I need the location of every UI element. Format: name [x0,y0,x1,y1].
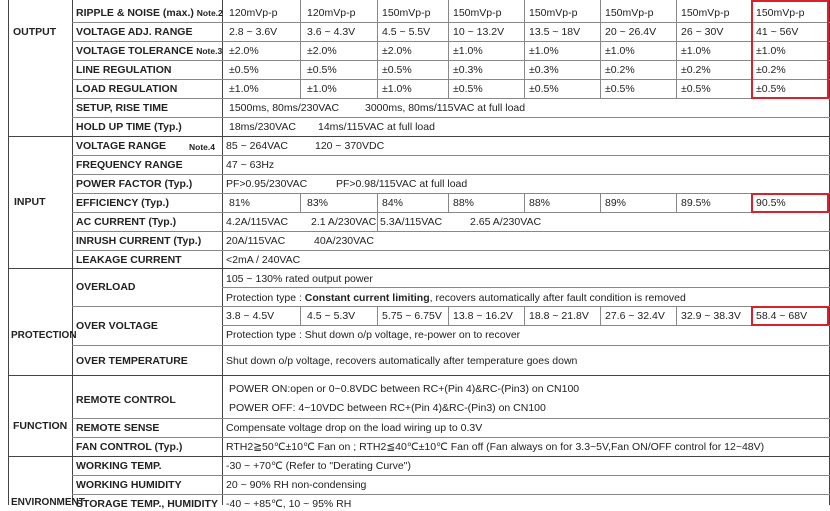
param-ripple-noise: RIPPLE & NOISE (max.) Note.2 [76,7,223,19]
remote-off: POWER OFF: 4~10VDC between RC+(Pin 4)&RC-(Pin3) on CN100 [229,402,546,414]
param-efficiency: EFFICIENCY (Typ.) [76,197,169,209]
section-title-function: FUNCTION [13,420,68,432]
wh-value: 20 ~ 90% RH non-condensing [226,479,367,491]
vtol-value: ±2.0% [382,45,412,57]
column-line [524,0,525,98]
inrush-value: 40A/230VAC [314,235,374,247]
line-value: ±0.3% [529,64,559,76]
column-line [600,0,601,98]
section-title-protection: PROTECTION [11,330,77,341]
section-divider [8,375,830,376]
ov-value: 27.6 ~ 32.4V [605,310,665,322]
ov-value: 4.5 ~ 5.3V [307,310,356,322]
row-line [72,174,830,175]
param-voltage-tolerance: VOLTAGE TOLERANCE Note.3 [76,45,223,57]
param-voltage-range: VOLTAGE RANGE [76,140,167,152]
section-title-environment: ENVIRONMENT [11,497,85,508]
ripple-value: 120mVp-p [307,7,356,19]
table-border [8,0,9,505]
ov-value: 3.8 ~ 4.5V [226,310,275,322]
ov-value: 18.8 ~ 21.8V [529,310,589,322]
row-line [72,212,830,213]
load-value: ±1.0% [307,83,337,95]
ov-value: 58.4 ~ 68V [756,310,808,322]
overload-value: 105 ~ 130% rated output power [226,273,373,285]
row-line [72,250,830,251]
ov-protection: Protection type : Shut down o/p voltage, re-power on to recover [226,329,521,341]
row-line [72,475,830,476]
ripple-value: 150mVp-p [529,7,578,19]
column-line [448,306,449,325]
load-value: ±0.5% [605,83,635,95]
row-line [72,418,830,419]
line-value: ±0.2% [681,64,711,76]
column-line [377,0,378,98]
row-line [72,22,830,23]
vtol-value: ±2.0% [307,45,337,57]
ac-value: 5.3A/115VAC [380,216,443,228]
load-value: ±0.5% [453,83,483,95]
section-title-input: INPUT [14,196,46,208]
param-remote-control: REMOTE CONTROL [76,394,176,406]
param-overload: OVERLOAD [76,281,136,293]
vtol-value: ±1.0% [681,45,711,57]
param-line-regulation: LINE REGULATION [76,64,172,76]
column-line [600,306,601,325]
table-border [72,0,73,505]
line-value: ±0.5% [229,64,259,76]
ripple-value: 150mVp-p [453,7,502,19]
param-leakage-current: LEAKAGE CURRENT [76,254,182,266]
column-line [300,0,301,98]
ov-value: 32.9 ~ 38.3V [681,310,741,322]
row-line [72,41,830,42]
section-divider [8,456,830,457]
param-storage-temp-humidity: STORAGE TEMP., HUMIDITY [76,498,218,510]
column-line [448,0,449,98]
fan-value: RTH2≧50℃±10℃ Fan on ; RTH2≦40℃±10℃ Fan off (Fan always on for 3.3~5V,Fan ON/OFF control for 12~48V) [226,441,765,453]
eff-value: 81% [229,197,251,209]
load-value: ±0.5% [756,83,786,95]
row-line [72,437,830,438]
param-power-factor: POWER FACTOR (Typ.) [76,178,193,190]
hold-value: 14ms/115VAC at full load [318,121,435,133]
column-line [300,306,301,325]
eff-value: 89.5% [681,197,711,209]
load-value: ±1.0% [229,83,259,95]
eff-value: 89% [605,197,627,209]
column-line [676,306,677,325]
column-line [600,193,601,212]
vtol-value: ±1.0% [529,45,559,57]
pf-value: PF>0.98/115VAC at full load [336,178,468,190]
param-over-temperature: OVER TEMPERATURE [76,355,188,367]
ac-value: 2.1 A/230VAC [311,216,377,228]
eff-value: 88% [529,197,551,209]
ot-value: Shut down o/p voltage, recovers automatically after temperature goes down [226,355,578,367]
column-line [524,193,525,212]
wt-value: -30 ~ +70℃ (Refer to "Derating Curve") [226,460,411,472]
leak-value: <2mA / 240VAC [226,254,301,266]
vtol-value: ±2.0% [229,45,259,57]
voltage-range-note: Note.4 [189,142,215,152]
freq-value: 47 ~ 63Hz [226,159,275,171]
line-value: ±0.3% [453,64,483,76]
param-setup-rise-time: SETUP, RISE TIME [76,102,168,114]
vrange-value: 120 ~ 370VDC [315,140,385,152]
load-value: ±0.5% [681,83,711,95]
line-value: ±0.5% [307,64,337,76]
sense-value: Compensate voltage drop on the load wiring up to 0.3V [226,422,483,434]
vadj-value: 2.8 ~ 3.6V [229,26,278,38]
column-line [448,193,449,212]
vadj-value: 3.6 ~ 4.3V [307,26,356,38]
load-value: ±0.5% [529,83,559,95]
column-line [377,306,378,325]
ripple-value: 150mVp-p [382,7,431,19]
vadj-value: 4.5 ~ 5.5V [382,26,431,38]
ripple-value: 150mVp-p [681,7,730,19]
eff-value: 90.5% [756,197,786,209]
section-title-output: OUTPUT [13,26,57,38]
section-divider [8,268,830,269]
vtol-value: ±1.0% [453,45,483,57]
ac-value: 4.2A/115VAC [226,216,289,228]
param-hold-up-time: HOLD UP TIME (Typ.) [76,121,182,133]
param-fan-control: FAN CONTROL (Typ.) [76,441,183,453]
param-remote-sense: REMOTE SENSE [76,422,160,434]
column-line [676,0,677,98]
row-line [72,231,830,232]
vadj-value: 26 ~ 30V [681,26,724,38]
load-value: ±1.0% [382,83,412,95]
column-line [524,306,525,325]
line-value: ±0.5% [382,64,412,76]
eff-value: 84% [382,197,404,209]
row-line [72,345,830,346]
vtol-value: ±1.0% [756,45,786,57]
eff-value: 83% [307,197,329,209]
remote-on: POWER ON:open or 0~0.8VDC between RC+(Pin 4)&RC-(Pin3) on CN100 [229,383,580,395]
row-line [72,117,830,118]
vadj-value: 10 ~ 13.2V [453,26,505,38]
row-line [72,193,830,194]
st-value: -40 ~ +85℃, 10 ~ 95% RH [226,498,352,510]
inrush-value: 20A/115VAC [226,235,286,247]
column-line [300,193,301,212]
pf-value: PF>0.95/230VAC [226,178,308,190]
table-border [222,0,223,505]
vrange-value: 85 ~ 264VAC [226,140,288,152]
setup-value: 1500ms, 80ms/230VAC [229,102,340,114]
row-line [72,79,830,80]
ripple-value: 150mVp-p [605,7,654,19]
row-line [72,60,830,61]
row-line [72,155,830,156]
column-line [377,212,378,231]
row-line [72,98,830,99]
section-divider [8,136,830,137]
ripple-value: 120mVp-p [229,7,278,19]
row-line [72,306,830,307]
row-line [72,494,830,495]
column-line [377,193,378,212]
column-line [676,193,677,212]
param-over-voltage: OVER VOLTAGE [76,320,158,332]
param-working-humidity: WORKING HUMIDITY [76,479,182,491]
ov-value: 13.8 ~ 16.2V [453,310,513,322]
ripple-value: 150mVp-p [756,7,805,19]
vadj-value: 20 ~ 26.4V [605,26,657,38]
param-inrush-current: INRUSH CURRENT (Typ.) [76,235,202,247]
overload-protection: Protection type : Constant current limiting, recovers automatically after fault condition is removed [226,292,686,304]
ov-value: 5.75 ~ 6.75V [382,310,442,322]
vadj-value: 41 ~ 56V [756,26,799,38]
row-line [222,287,830,288]
param-voltage-adj-range: VOLTAGE ADJ. RANGE [76,26,193,38]
param-working-temp: WORKING TEMP. [76,460,162,472]
line-value: ±0.2% [605,64,635,76]
hold-value: 18ms/230VAC [229,121,296,133]
setup-value: 3000ms, 80ms/115VAC at full load [365,102,526,114]
vadj-value: 13.5 ~ 18V [529,26,581,38]
row-line [222,325,830,326]
param-load-regulation: LOAD REGULATION [76,83,178,95]
param-frequency-range: FREQUENCY RANGE [76,159,183,171]
vtol-value: ±1.0% [605,45,635,57]
eff-value: 88% [453,197,475,209]
ac-value: 2.65 A/230VAC [470,216,542,228]
param-ac-current: AC CURRENT (Typ.) [76,216,177,228]
line-value: ±0.2% [756,64,786,76]
